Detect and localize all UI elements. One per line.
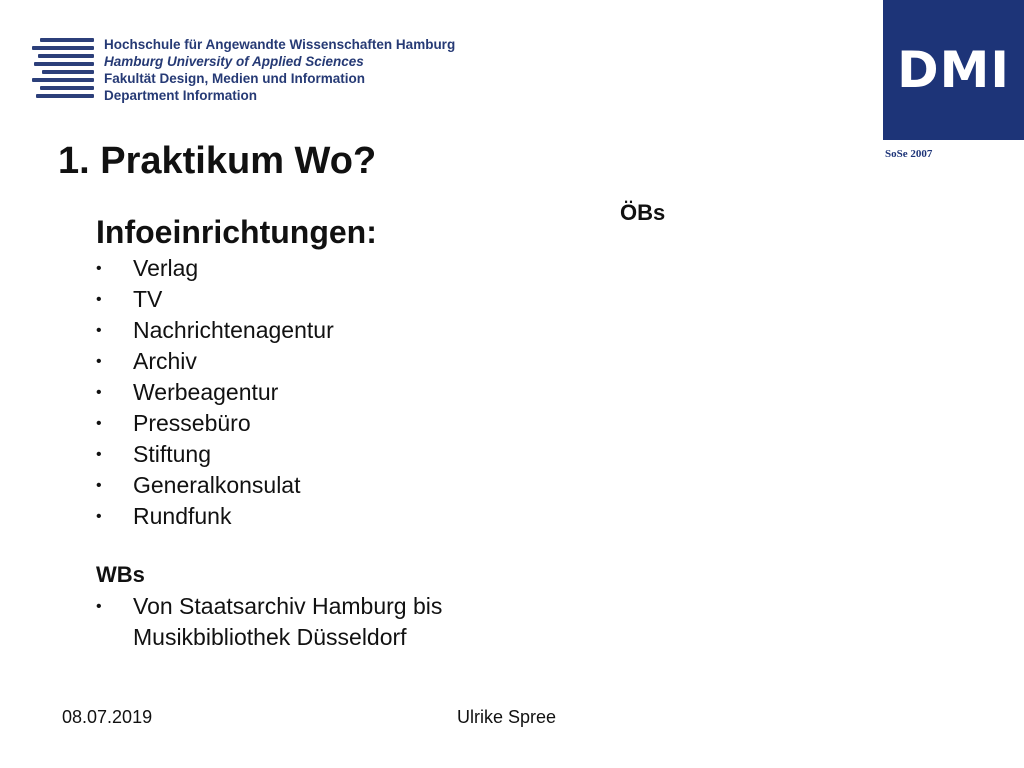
list-item-label: Stiftung <box>133 441 211 467</box>
faculty-name: Fakultät Design, Medien und Information <box>104 71 366 86</box>
list-item-label: Rundfunk <box>133 503 232 529</box>
list-item <box>96 346 334 377</box>
list-item <box>96 377 334 408</box>
list-item <box>96 470 334 501</box>
oebs-label: ÖBs <box>620 200 666 225</box>
bullet-icon: • <box>96 384 102 401</box>
bullet-icon: • <box>96 508 102 525</box>
list-item <box>96 315 334 346</box>
list-item <box>96 408 334 439</box>
bullet-icon: • <box>96 598 102 615</box>
wbs-item-line-2: Musikbibliothek Düsseldorf <box>133 624 407 650</box>
footer-author: Ulrike Spree <box>457 707 557 727</box>
university-name-english: Hamburg University of Applied Sciences <box>104 54 364 69</box>
bullet-icon: • <box>96 260 102 277</box>
university-name <box>104 36 455 104</box>
footer-date: 08.07.2019 <box>62 707 153 727</box>
semester-label: SoSe 2007 <box>885 148 933 160</box>
university-logo-lines <box>32 38 94 98</box>
bullet-icon: • <box>96 477 102 494</box>
institution-list <box>96 253 334 532</box>
list-item <box>96 439 334 470</box>
bullet-icon: • <box>96 446 102 463</box>
list-item-label: Pressebüro <box>133 410 251 436</box>
list-item-label: Archiv <box>133 348 197 374</box>
list-item-label: TV <box>133 286 163 312</box>
wbs-list-item <box>96 591 442 653</box>
list-item-label: Verlag <box>133 255 199 281</box>
list-item <box>96 253 334 284</box>
dmi-logo <box>883 0 1024 140</box>
section-heading: Infoeinrichtungen: <box>96 214 377 250</box>
bullet-icon: • <box>96 322 102 339</box>
department-name: Department Information <box>104 88 258 103</box>
list-item <box>96 284 334 315</box>
university-name-german: Hochschule für Angewandte Wissenschaften Hamburg <box>104 37 456 52</box>
wbs-heading: WBs <box>96 562 145 587</box>
bullet-icon: • <box>96 353 102 370</box>
list-item-label: Nachrichtenagentur <box>133 317 334 343</box>
wbs-item-line-1: Von Staatsarchiv Hamburg bis <box>133 593 443 619</box>
list-item-label: Generalkonsulat <box>133 472 301 498</box>
list-item-label: Werbeagentur <box>133 379 279 405</box>
bullet-icon: • <box>96 291 102 308</box>
slide-title: 1. Praktikum Wo? <box>58 140 377 182</box>
list-item <box>96 501 334 532</box>
bullet-icon: • <box>96 415 102 432</box>
dmi-logo-text: DMI <box>897 41 1010 99</box>
